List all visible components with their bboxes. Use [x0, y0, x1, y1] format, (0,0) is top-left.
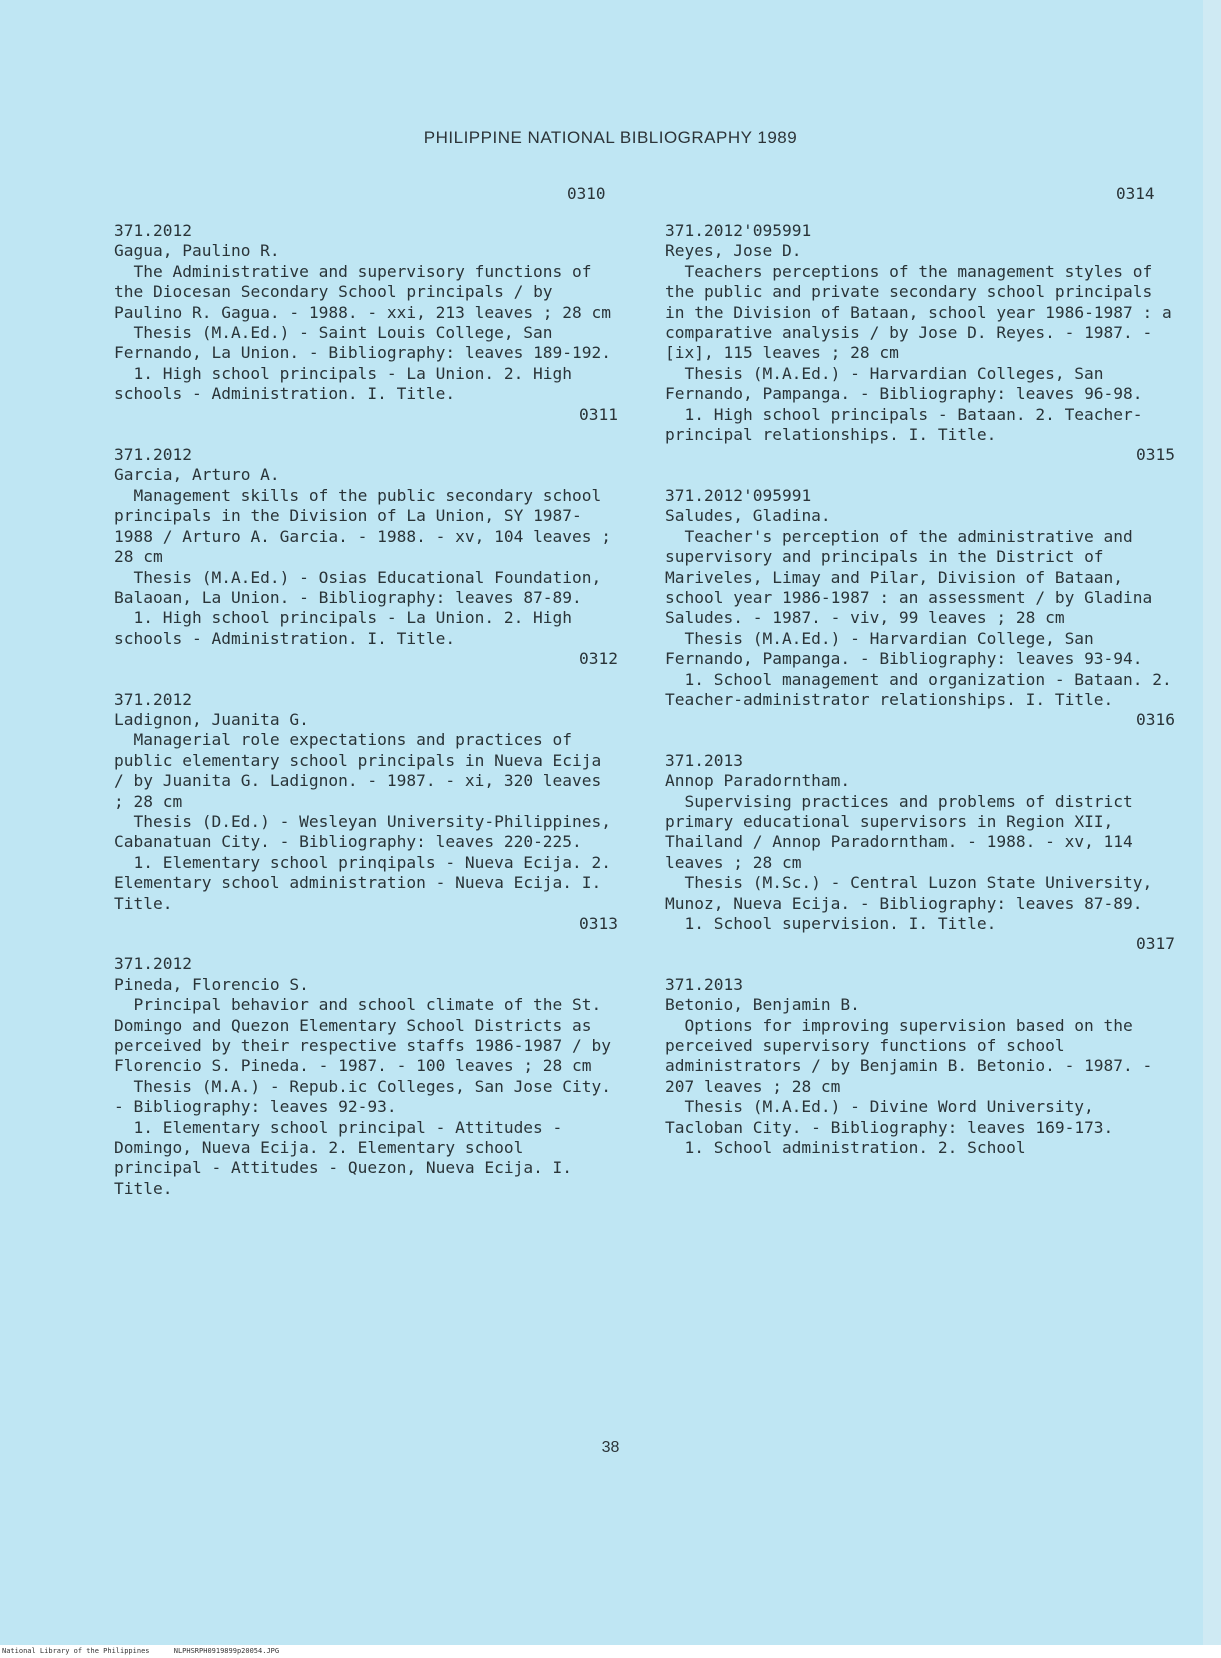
page-number: 38 [601, 1439, 620, 1456]
entry-number: 0311 [579, 404, 618, 424]
footer-library: National Library of the Philippines [2, 1647, 150, 1655]
author: Ladignon, Juanita G. [114, 709, 309, 729]
page-title: PHILIPPINE NATIONAL BIBLIOGRAPHY 1989 [423, 128, 798, 147]
entry-title: Options for improving supervision based on the perceived supervisory functions of school administrators / by Benjamin B. Betonio. - 1987. - 207 leaves ; 28 cm [665, 1015, 1153, 1096]
call-number: 371.2012 [114, 954, 192, 974]
entry-title: Managerial role expectations and practices of public elementary school principals in Nueva Ecija / by Juanita G. Ladignon. - 1987. - xi, 320 leaves ; 28 cm [114, 730, 602, 811]
footer-file-id: NLPHSRPH0919899p20054.JPG [173, 1647, 280, 1655]
page-edge [1203, 0, 1221, 1645]
subjects: 1. High school principals - La Union. 2. High schools - Administration. I. Title. [114, 363, 573, 404]
call-number: 371.2013 [665, 974, 743, 994]
author: Annop Paradorntham. [665, 771, 851, 791]
subjects: 1. High school principals - La Union. 2. High schools - Administration. I. Title. [114, 608, 573, 648]
bibliography-entry [665, 486, 1175, 731]
call-number: 371.2012 [114, 445, 192, 465]
subjects: 1. High school principals - Bataan. 2. Teacher-principal relationships. I. Title. [665, 404, 1143, 445]
thesis-note: Thesis (M.A.Ed.) - Saint Louis College, San Fernando, La Union. - Bibliography: leaves 189-192. [114, 323, 612, 363]
author: Reyes, Jose D. [665, 241, 802, 261]
entry-title: Supervising practices and problems of district primary educational supervisors in Region XII, Thailand / Annop Paradorntham. - 1988. - xv, 114 leaves ; 28 cm [665, 791, 1133, 872]
entry-number: 0316 [1136, 710, 1175, 730]
entry-number: 0315 [1136, 445, 1175, 465]
bibliography-entry [665, 221, 1175, 466]
thesis-note: Thesis (M.A.Ed.) - Harvardian Colleges, San Fernando, Pampanga. - Bibliography: leaves 96-98. [665, 363, 1143, 404]
entry-number-top-right: 0314 [1116, 184, 1155, 203]
footer [2, 1647, 299, 1655]
subjects: 1. School management and organization - Bataan. 2. Teacher-administrator relationships. I. Title. [665, 669, 1172, 709]
thesis-note: Thesis (M.A.Ed.) - Osias Educational Foundation, Balaoan, La Union. - Bibliography: leaves 87-89. [114, 567, 602, 607]
subjects: 1. Elementary school principal - Attitudes - Domingo, Nueva Ecija. 2. Elementary school principal - Attitudes - Quezon, Nueva Ecija. I. Title. [114, 1117, 573, 1198]
bibliography-entry [114, 954, 618, 1199]
thesis-note: Thesis (M.A.Ed.) - Divine Word University, Tacloban City. - Bibliography: leaves 169-173. [665, 1097, 1114, 1137]
bibliography-entry [665, 751, 1175, 955]
right-column [665, 221, 1175, 1158]
entry-title: Teachers perceptions of the management styles of the public and private secondary school principals in the Division of Bataan, school year 1986-1987 : a comparative analysis / by Jose D. Reyes. - 1987. - [ix], 115 leaves ; 28 cm [665, 261, 1172, 363]
left-column [114, 221, 618, 1199]
bibliography-entry [114, 221, 618, 425]
bibliography-entry [114, 690, 618, 935]
author: Betonio, Benjamin B. [665, 995, 860, 1015]
author: Pineda, Florencio S. [114, 974, 309, 994]
entry-title: The Administrative and supervisory functions of the Diocesan Secondary School principals / by Paulino R. Gagua. - 1988. - xxi, 213 leaves ; 28 cm [114, 261, 612, 322]
bibliography-entry [665, 975, 1175, 1159]
author: Saludes, Gladina. [665, 506, 831, 526]
entry-title: Principal behavior and school climate of the St. Domingo and Quezon Elementary School Districts as perceived by their respective staffs 1986-1987 / by Florencio S. Pineda. - 1987. - 100 leaves ; 28 cm [114, 995, 612, 1076]
entry-number: 0313 [579, 914, 618, 933]
author: Garcia, Arturo A. [114, 465, 280, 485]
call-number: 371.2012'095991 [665, 221, 812, 240]
thesis-note: Thesis (D.Ed.) - Wesleyan University-Philippines, Cabanatuan City. - Bibliography: leaves 220-225. [114, 811, 612, 852]
subjects: 1. School administration. 2. School [684, 1138, 1026, 1158]
thesis-note: Thesis (M.Sc.) - Central Luzon State University, Munoz, Nueva Ecija. - Bibliography: leaves 87-89. [665, 873, 1153, 913]
subjects: 1. School supervision. I. Title. [684, 914, 997, 933]
call-number: 371.2012 [114, 221, 192, 240]
subjects: 1. Elementary school prinqipals - Nueva Ecija. 2. Elementary school administration - Nueva Ecija. I. Title. [114, 852, 612, 913]
call-number: 371.2012'095991 [665, 485, 812, 505]
entry-number: 0317 [1136, 934, 1175, 954]
thesis-note: Thesis (M.A.Ed.) - Harvardian College, San Fernando, Pampanga. - Bibliography: leaves 93-94. [665, 628, 1143, 669]
entry-title: Management skills of the public secondary school principals in the Division of La Union, SY 1987-1988 / Arturo A. Garcia. - 1988. - xv, 104 leaves ; 28 cm [114, 485, 612, 567]
call-number: 371.2013 [665, 750, 743, 770]
bibliography-entry [114, 445, 618, 669]
entry-number-top-left: 0310 [567, 184, 606, 203]
author: Gagua, Paulino R. [114, 241, 280, 261]
entry-title: Teacher's perception of the administrative and supervisory and principals in the District of Mariveles, Limay and Pilar, Division of Bataan, school year 1986-1987 : an assessment / by Gladina Saludes. - 1987. - viv, 99 leaves ; 28 cm [665, 526, 1153, 628]
call-number: 371.2012 [114, 689, 192, 709]
entry-number: 0312 [579, 649, 618, 669]
thesis-note: Thesis (M.A.) - Repub.ic Colleges, San Jose City. - Bibliography: leaves 92-93. [114, 1076, 612, 1117]
